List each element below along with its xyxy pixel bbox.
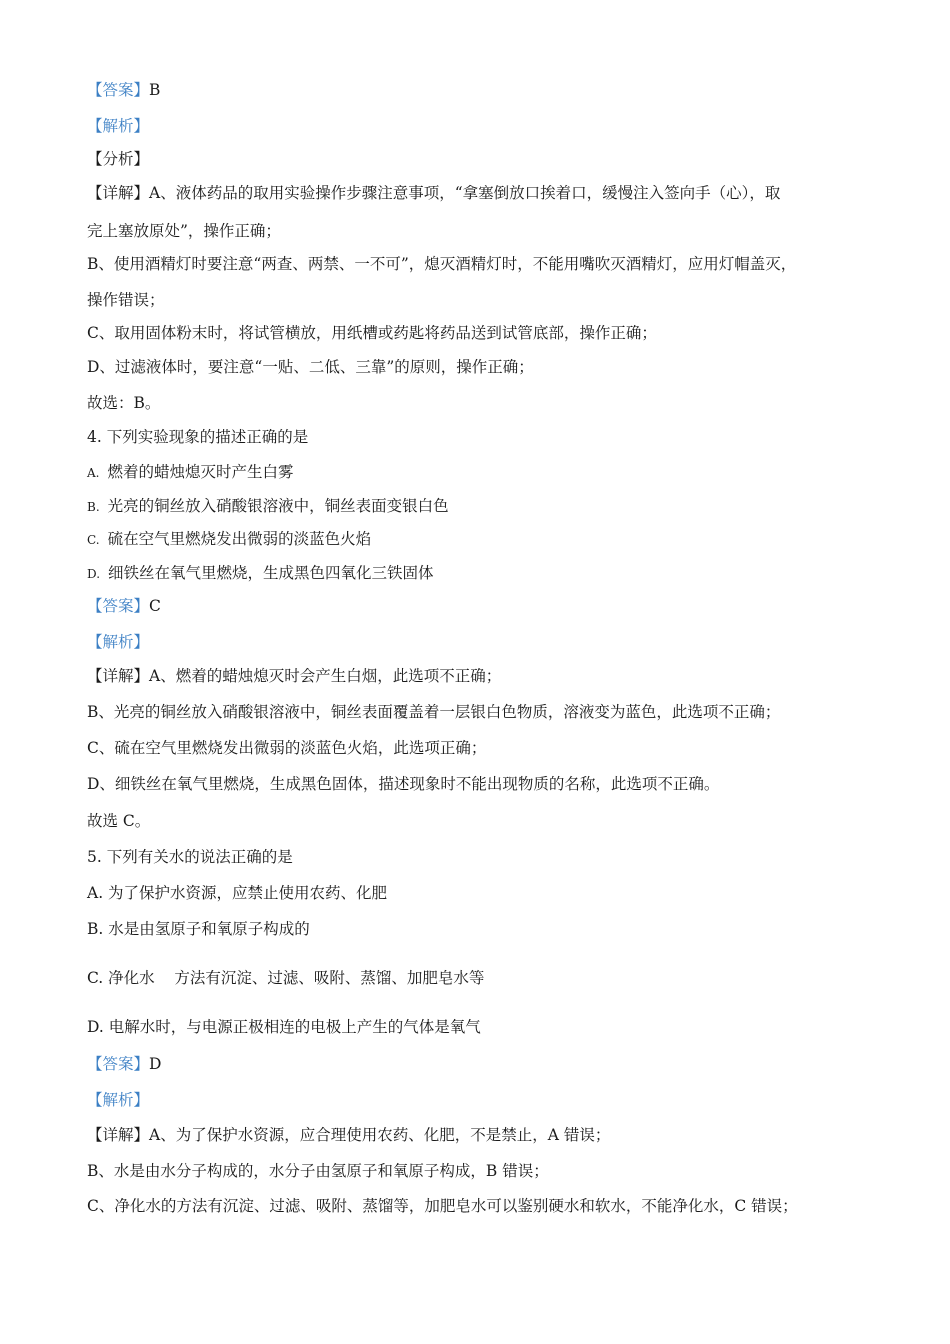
q3-detail-line-1 [87, 182, 780, 204]
q5-detail-line-1 [87, 1124, 610, 1146]
option-letter: A. [87, 466, 100, 480]
detail-text: A、为了保护水资源，应合理使用农药、化肥，不是禁止，A 错误； [149, 1126, 611, 1144]
detail-text: A、液体药品的取用实验操作步骤注意事项，“拿塞倒放口挨着口，缓慢注入签向手（心），取 [149, 184, 781, 202]
answer-value: D [149, 1055, 162, 1073]
q3-detail-line-5: C、取用固体粉末时，将试管横放，用纸槽或药匙将药品送到试管底部，操作正确； [87, 324, 657, 342]
q5-answer-line [87, 1053, 161, 1075]
q5-option-d: D. 电解水时，与电源正极相连的电极上产生的气体是氧气 [87, 1018, 481, 1036]
q4-detail-line-4: D、细铁丝在氧气里燃烧，生成黑色固体，描述现象时不能出现物质的名称，此选项不正确。 [87, 775, 720, 793]
answer-tag: 【答案】 [87, 1055, 150, 1073]
q3-detail-line-6: D、过滤液体时，要注意“一贴、二低、三靠”的原则，操作正确； [87, 358, 534, 376]
q4-detail-line-1 [87, 665, 501, 687]
detail-tag: 【详解】 [87, 1126, 150, 1144]
option-letter: D. [87, 567, 101, 581]
q4-option-c [87, 528, 371, 551]
q5-question: 5. 下列有关水的说法正确的是 [87, 848, 293, 866]
q3-fenxi-tag [87, 148, 149, 170]
q4-option-d [87, 562, 434, 585]
q5-option-a: A. 为了保护水资源，应禁止使用农药、化肥 [87, 884, 388, 902]
q5-option-c: C. 净化水 方法有沉淀、过滤、吸附、蒸馏、加肥皂水等 [87, 969, 485, 987]
q3-analysis-tag [87, 115, 149, 137]
q5-detail-line-3: C、净化水的方法有沉淀、过滤、吸附、蒸馏等，加肥皂水可以鉴别硬水和软水，不能净化水，C 错误； [87, 1197, 798, 1215]
q3-detail-line-2: 完上塞放原处”，操作正确； [87, 222, 281, 240]
analysis-tag: 【解析】 [87, 1091, 150, 1109]
q5-analysis-tag [87, 1089, 149, 1111]
q4-detail-line-2: B、光亮的铜丝放入硝酸银溶液中，铜丝表面覆盖着一层银白色物质，溶液变为蓝色，此选项不正确； [87, 703, 781, 721]
answer-tag: 【答案】 [87, 597, 150, 615]
option-text: 燃着的蜡烛熄灭时产生白雾 [107, 463, 294, 481]
q4-conclusion: 故选 C。 [87, 812, 151, 830]
q4-option-a [87, 461, 294, 484]
option-text: 光亮的铜丝放入硝酸银溶液中，铜丝表面变银白色 [107, 497, 449, 515]
analysis-tag: 【解析】 [87, 633, 150, 651]
q3-conclusion: 故选：B。 [87, 394, 161, 412]
analysis-tag: 【解析】 [87, 117, 150, 135]
detail-text: A、燃着的蜡烛熄灭时会产生白烟，此选项不正确； [149, 667, 502, 685]
q5-detail-line-2: B、水是由水分子构成的，水分子由氢原子和氧原子构成，B 错误； [87, 1162, 549, 1180]
detail-tag: 【详解】 [87, 184, 150, 202]
answer-tag: 【答案】 [87, 81, 150, 99]
q3-detail-line-3: B、使用酒精灯时要注意“两查、两禁、一不可”，熄灭酒精灯时，不能用嘴吹灭酒精灯，应用灯帽盖灭， [87, 255, 797, 273]
q4-analysis-tag [87, 631, 149, 653]
q3-answer-line [87, 79, 160, 101]
q3-detail-line-4: 操作错误； [87, 291, 165, 309]
option-letter: C. [87, 533, 100, 547]
q4-question: 4. 下列实验现象的描述正确的是 [87, 428, 309, 446]
answer-value: B [149, 81, 161, 99]
fenxi-tag: 【分析】 [87, 150, 150, 168]
detail-tag: 【详解】 [87, 667, 150, 685]
option-text: 细铁丝在氧气里燃烧，生成黑色四氧化三铁固体 [108, 564, 434, 582]
q4-detail-line-3: C、硫在空气里燃烧发出微弱的淡蓝色火焰，此选项正确； [87, 739, 487, 757]
answer-value: C [149, 597, 161, 615]
q4-answer-line [87, 595, 161, 617]
option-text: 硫在空气里燃烧发出微弱的淡蓝色火焰 [107, 530, 372, 548]
q4-option-b [87, 495, 449, 518]
q5-option-b: B. 水是由氢原子和氧原子构成的 [87, 920, 310, 938]
option-letter: B. [87, 500, 100, 514]
